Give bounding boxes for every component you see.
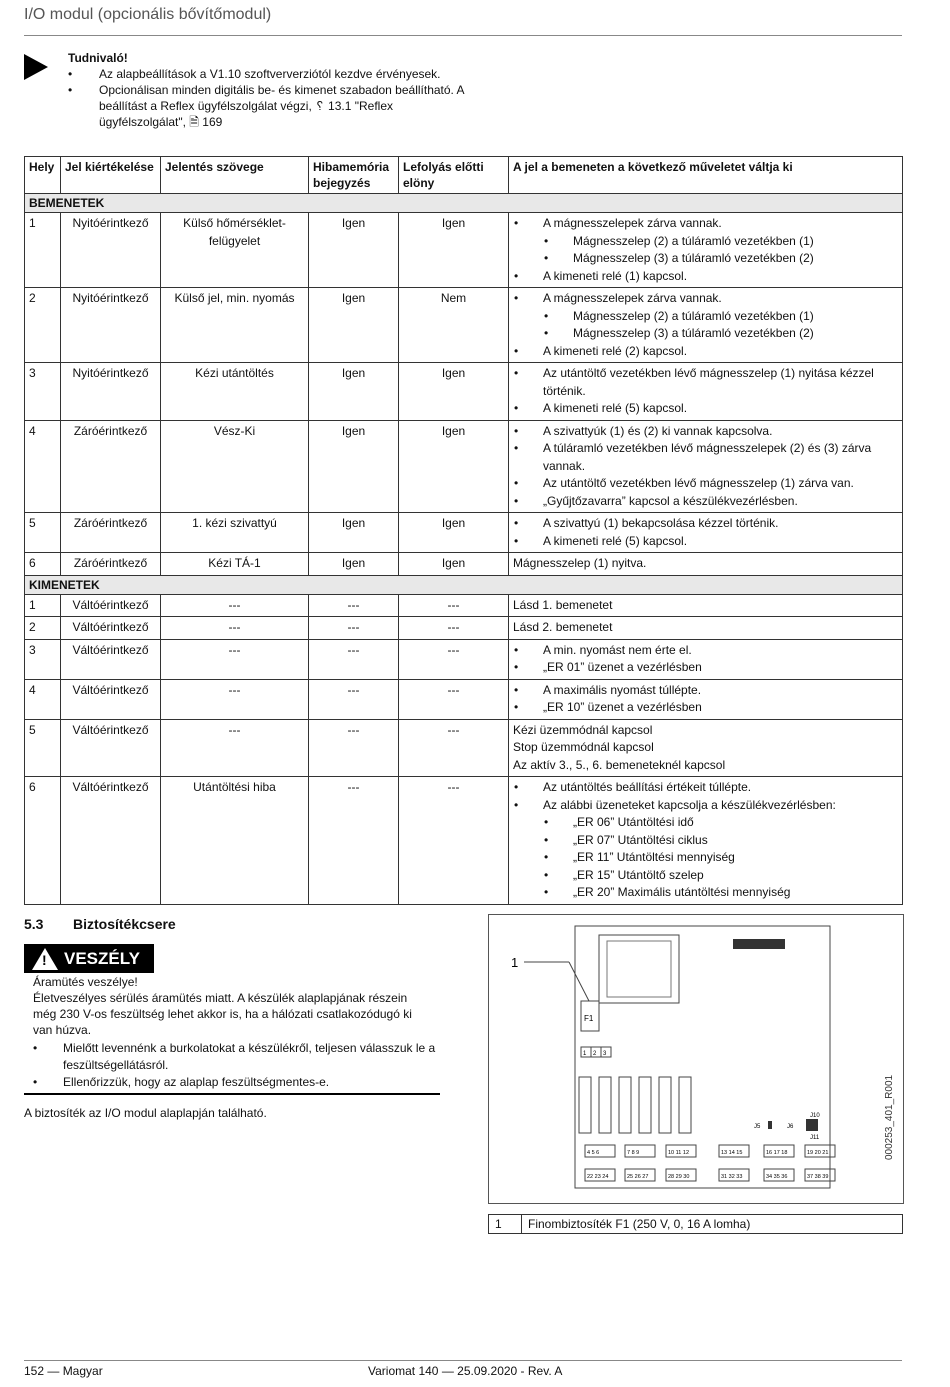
cell-actions xyxy=(509,288,903,363)
table-row xyxy=(25,553,903,576)
action-item: • A kimeneti relé (5) kapcsol. xyxy=(513,533,898,551)
cell-lefolyas: --- xyxy=(399,777,509,905)
circuit-board-figure xyxy=(488,914,904,1204)
cell-jel: Váltóérintkező xyxy=(61,594,161,617)
footer-divider xyxy=(24,1360,902,1361)
cell-szoveg: Utántöltési hiba xyxy=(161,777,309,905)
cell-szoveg: 1. kézi szivattyú xyxy=(161,513,309,553)
terminal-label: 1 xyxy=(583,1051,587,1057)
table-section-row xyxy=(25,575,903,594)
legend-text: Finombiztosíték F1 (250 V, 0, 16 A lomha) xyxy=(522,1215,903,1234)
action-item: • A maximális nyomást túllépte. xyxy=(513,682,898,700)
action-line: Stop üzemmódnál kapcsol xyxy=(513,740,654,754)
col-header-hibamemoria: Hibamemória bejegyzés xyxy=(309,157,399,194)
relay-component xyxy=(599,1077,611,1133)
cell-szoveg: --- xyxy=(161,679,309,719)
cell-lefolyas: Nem xyxy=(399,288,509,363)
cell-lefolyas: Igen xyxy=(399,420,509,513)
relay-component xyxy=(679,1077,691,1133)
cell-hiba: Igen xyxy=(309,288,399,363)
table-row xyxy=(25,777,903,905)
cell-hiba: --- xyxy=(309,594,399,617)
cell-lefolyas: --- xyxy=(399,639,509,679)
cell-jel: Váltóérintkező xyxy=(61,617,161,640)
relay-component xyxy=(639,1077,651,1133)
action-item: • Mágnesszelep (3) a túláramló vezetékben (2) xyxy=(513,250,898,268)
danger-item: • Ellenőrizzük, hogy az alaplap feszültségmentes-e. xyxy=(33,1074,438,1091)
col-header-lefolyas: Lefolyás előtti elöny xyxy=(399,157,509,194)
danger-line-2: Életveszélyes sérülés áramütés miatt. A készülék alaplapjának részein még 230 V-os feszültség lehet akkor is, ha a hálózati csatlakozódugó ki van húzva. xyxy=(33,991,412,1037)
cell-hiba: --- xyxy=(309,639,399,679)
section-title: Biztosítékcsere xyxy=(73,916,176,932)
table-row xyxy=(25,420,903,513)
cell-szoveg: --- xyxy=(161,719,309,777)
cell-actions xyxy=(509,719,903,777)
terminal-group-label: 10 11 12 xyxy=(668,1150,690,1156)
cell-hely: 3 xyxy=(25,639,61,679)
cell-hely: 2 xyxy=(25,288,61,363)
fuse-location-text: A biztosíték az I/O modul alaplapján található. xyxy=(24,1106,267,1120)
relay-component xyxy=(619,1077,631,1133)
cell-jel: Záróérintkező xyxy=(61,553,161,576)
header-divider xyxy=(24,35,902,36)
danger-label-box xyxy=(24,944,154,973)
table-row xyxy=(25,639,903,679)
cell-hely: 4 xyxy=(25,679,61,719)
cell-hely: 2 xyxy=(25,617,61,640)
terminal-group-label: 22 23 24 xyxy=(587,1174,609,1180)
col-header-hely: Hely xyxy=(25,157,61,194)
action-item: • Mágnesszelep (2) a túláramló vezetékben (1) xyxy=(513,308,898,326)
cell-hiba: Igen xyxy=(309,213,399,288)
cell-szoveg: --- xyxy=(161,639,309,679)
relay-component xyxy=(579,1077,591,1133)
action-item: • A szivattyú (1) bekapcsolása kézzel történik. xyxy=(513,515,898,533)
cell-hiba: --- xyxy=(309,719,399,777)
action-item: • A kimeneti relé (1) kapcsol. xyxy=(513,268,898,286)
io-signal-table xyxy=(24,156,903,905)
cell-jel: Nyitóérintkező xyxy=(61,363,161,421)
cell-szoveg: Külső jel, min. nyomás xyxy=(161,288,309,363)
cell-actions xyxy=(509,420,903,513)
action-item: • Az utántöltés beállítási értékeit túllépte. xyxy=(513,779,898,797)
action-item: • „ER 01” üzenet a vezérlésben xyxy=(513,659,898,677)
action-line: Mágnesszelep (1) nyitva. xyxy=(513,556,647,570)
cell-hiba: Igen xyxy=(309,553,399,576)
terminal-group-label: 25 26 27 xyxy=(627,1174,649,1180)
cell-lefolyas: --- xyxy=(399,594,509,617)
cell-szoveg: --- xyxy=(161,594,309,617)
cell-lefolyas: Igen xyxy=(399,553,509,576)
cell-actions xyxy=(509,777,903,905)
cell-hiba: Igen xyxy=(309,363,399,421)
cell-actions xyxy=(509,617,903,640)
cell-hely: 6 xyxy=(25,777,61,905)
cell-szoveg: Kézi TÁ-1 xyxy=(161,553,309,576)
cell-actions xyxy=(509,639,903,679)
cell-hiba: --- xyxy=(309,617,399,640)
action-item: • „ER 11” Utántöltési mennyiség xyxy=(513,849,898,867)
section-label: KIMENETEK xyxy=(25,575,903,594)
cell-hely: 6 xyxy=(25,553,61,576)
cell-actions xyxy=(509,594,903,617)
cell-lefolyas: --- xyxy=(399,719,509,777)
table-row xyxy=(25,617,903,640)
terminal-group-label: 34 35 36 xyxy=(766,1174,788,1180)
action-item: • A mágnesszelepek zárva vannak. xyxy=(513,290,898,308)
cell-lefolyas: --- xyxy=(399,617,509,640)
table-row xyxy=(25,719,903,777)
action-item: • Az utántöltő vezetékben lévő mágnesszelep (1) zárva van. xyxy=(513,475,898,493)
action-item: • „ER 07” Utántöltési ciklus xyxy=(513,832,898,850)
action-item: • Mágnesszelep (2) a túláramló vezetékben (1) xyxy=(513,233,898,251)
terminal-group-label: 16 17 18 xyxy=(766,1150,788,1156)
col-header-muvelet: A jel a bemeneten a következő műveletet váltja ki xyxy=(509,157,903,194)
cell-hely: 5 xyxy=(25,719,61,777)
action-item: • „Gyűjtőzavarra” kapcsol a készülékvezérlésben. xyxy=(513,493,898,511)
action-item: • „ER 06” Utántöltési idő xyxy=(513,814,898,832)
col-header-jel: Jel kiértékelése xyxy=(61,157,161,194)
action-line: Kézi üzemmódnál kapcsol xyxy=(513,722,653,737)
cell-szoveg: Külső hőmérséklet-felügyelet xyxy=(161,213,309,288)
j5-label: J5 xyxy=(754,1124,761,1130)
figure-code: 000253_401_R001 xyxy=(884,1074,895,1160)
terminal-group-label: 19 20 21 xyxy=(807,1150,829,1156)
danger-text xyxy=(33,974,433,1038)
circuit-board-diagram xyxy=(489,915,903,1203)
legend-number: 1 xyxy=(489,1215,522,1234)
cell-lefolyas: --- xyxy=(399,679,509,719)
cell-jel: Záróérintkező xyxy=(61,513,161,553)
action-item: • „ER 20” Maximális utántöltési mennyiség xyxy=(513,884,898,902)
action-item: • A kimeneti relé (5) kapcsol. xyxy=(513,400,898,418)
action-item: • A kimeneti relé (2) kapcsol. xyxy=(513,343,898,361)
section-number: 5.3 xyxy=(24,916,44,932)
note-item: • Opcionálisan minden digitális be- és kimenet szabadon beállítható. A beállítást a Reflex ügyfélszolgálat végzi, ␦ 13.1 "Reflex ügyfélszolgálat", 🗎 169 xyxy=(68,82,468,130)
table-row xyxy=(25,363,903,421)
terminal-group-label: 4 5 6 xyxy=(587,1150,600,1156)
terminal-label: 2 xyxy=(593,1051,597,1057)
danger-divider xyxy=(24,1093,440,1095)
table-row xyxy=(25,213,903,288)
action-item: • Az utántöltő vezetékben lévő mágnesszelep (1) nyitása kézzel történik. xyxy=(513,365,898,400)
table-row xyxy=(25,513,903,553)
action-item: • A túláramló vezetékben lévő mágnesszelepek (2) és (3) zárva vannak. xyxy=(513,440,898,475)
action-item: • A min. nyomást nem érte el. xyxy=(513,642,898,660)
action-item: • A szivattyúk (1) és (2) ki vannak kapcsolva. xyxy=(513,423,898,441)
action-item: • Az alábbi üzeneteket kapcsolja a készülékvezérlésben: xyxy=(513,797,898,815)
cell-lefolyas: Igen xyxy=(399,363,509,421)
relay-component xyxy=(659,1077,671,1133)
action-line: Az aktív 3., 5., 6. bemeneteknél kapcsol xyxy=(513,757,726,772)
note-arrow-icon xyxy=(24,54,48,80)
action-item: • Mágnesszelep (3) a túláramló vezetékben (2) xyxy=(513,325,898,343)
table-row xyxy=(25,288,903,363)
table-row xyxy=(25,679,903,719)
cell-hiba: Igen xyxy=(309,513,399,553)
terminal-label: 3 xyxy=(603,1051,607,1057)
cell-hely: 1 xyxy=(25,594,61,617)
action-item: • „ER 10” üzenet a vezérlésben xyxy=(513,699,898,717)
cell-actions xyxy=(509,213,903,288)
note-box xyxy=(68,50,468,130)
terminal-group-label: 13 14 15 xyxy=(721,1150,743,1156)
danger-instructions xyxy=(33,1040,438,1091)
cell-jel: Nyitóérintkező xyxy=(61,288,161,363)
note-item: • Az alapbeállítások a V1.10 szoftververziótól kezdve érvényesek. xyxy=(68,66,468,82)
cell-hely: 3 xyxy=(25,363,61,421)
cell-jel: Nyitóérintkező xyxy=(61,213,161,288)
cell-actions xyxy=(509,363,903,421)
cell-hiba: --- xyxy=(309,679,399,719)
terminal-group-label: 7 8 9 xyxy=(627,1150,640,1156)
cell-actions xyxy=(509,513,903,553)
cell-jel: Váltóérintkező xyxy=(61,679,161,719)
cell-szoveg: Kézi utántöltés xyxy=(161,363,309,421)
cell-jel: Váltóérintkező xyxy=(61,777,161,905)
cell-actions xyxy=(509,553,903,576)
note-title: Tudnivaló! xyxy=(68,51,128,65)
j6-label: J6 xyxy=(787,1124,794,1130)
cell-jel: Váltóérintkező xyxy=(61,719,161,777)
cell-jel: Záróérintkező xyxy=(61,420,161,513)
fuse-label: F1 xyxy=(584,1014,594,1023)
cell-hiba: Igen xyxy=(309,420,399,513)
cell-jel: Váltóérintkező xyxy=(61,639,161,679)
table-section-row xyxy=(25,194,903,213)
callout-number: 1 xyxy=(511,955,519,970)
page-header-title: I/O modul (opcionális bővítőmodul) xyxy=(24,6,272,23)
footer-page-language: 152 — Magyar xyxy=(24,1364,103,1378)
danger-item: • Mielőtt levennénk a burkolatokat a készülékről, teljesen válasszuk le a feszültségellátásról. xyxy=(33,1040,438,1074)
j11-label: J11 xyxy=(810,1135,820,1141)
section-label: BEMENETEK xyxy=(25,194,903,213)
col-header-szoveg: Jelentés szövege xyxy=(161,157,309,194)
cell-hiba: --- xyxy=(309,777,399,905)
danger-label: VESZÉLY xyxy=(64,948,140,968)
cell-szoveg: Vész-Ki xyxy=(161,420,309,513)
cell-hely: 5 xyxy=(25,513,61,553)
cell-hely: 4 xyxy=(25,420,61,513)
table-row xyxy=(25,594,903,617)
terminal-group-label: 28 29 30 xyxy=(668,1174,690,1180)
figure-legend xyxy=(488,1214,903,1234)
cell-hely: 1 xyxy=(25,213,61,288)
terminal-group-label: 37 38 39 xyxy=(807,1174,829,1180)
warning-triangle-icon: ! xyxy=(32,948,58,970)
footer-document-info: Variomat 140 — 25.09.2020 - Rev. A xyxy=(368,1364,563,1378)
action-item: • A mágnesszelepek zárva vannak. xyxy=(513,215,898,233)
action-line: Lásd 2. bemenetet xyxy=(513,620,613,634)
cell-lefolyas: Igen xyxy=(399,213,509,288)
cell-szoveg: --- xyxy=(161,617,309,640)
action-line: Lásd 1. bemenetet xyxy=(513,597,613,612)
cell-lefolyas: Igen xyxy=(399,513,509,553)
terminal-group-label: 31 32 33 xyxy=(721,1174,743,1180)
j10-label: J10 xyxy=(810,1113,820,1119)
danger-line-1: Áramütés veszélye! xyxy=(33,975,138,989)
action-item: • „ER 15” Utántöltő szelep xyxy=(513,867,898,885)
cell-actions xyxy=(509,679,903,719)
